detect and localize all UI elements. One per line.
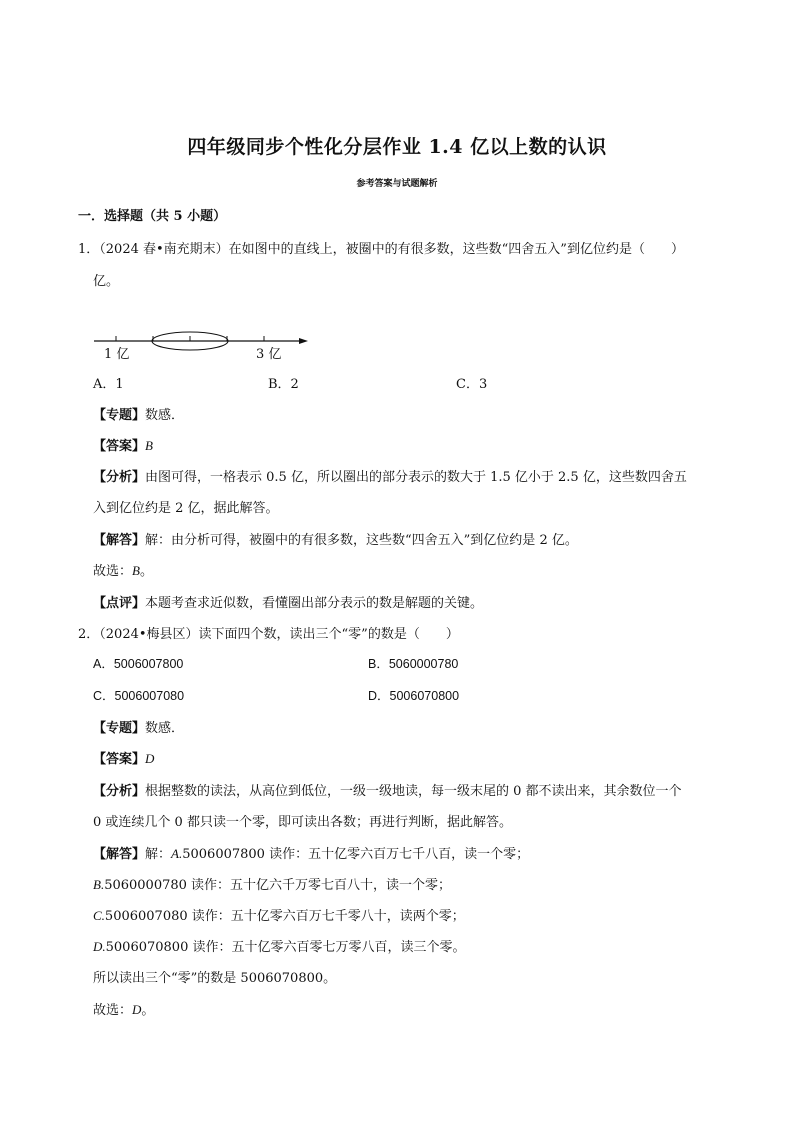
topic-tag: 【专题】 xyxy=(93,408,146,423)
page-subtitle: 参考答案与试题解析 xyxy=(356,179,438,189)
reading-text: 5060000780 读作：五十亿六千万零七百八十，读一个零； xyxy=(104,878,452,893)
comment-text: 本题考查求近似数，看懂圈出部分表示的数是解题的关键。 xyxy=(145,596,484,611)
option-a: A．5006007800 xyxy=(93,657,184,671)
solution-prefix: 解： xyxy=(145,847,172,862)
reading-letter: C. xyxy=(93,908,105,923)
option-b: B．2 xyxy=(268,377,299,392)
solution-line xyxy=(93,529,578,548)
analysis-line xyxy=(93,466,687,485)
choose-value: B xyxy=(132,563,140,578)
question-1-stem xyxy=(78,238,684,257)
topic-text: 数感． xyxy=(145,721,185,736)
question-2-stem xyxy=(78,623,459,642)
topic-line xyxy=(93,717,184,736)
page-title: 四年级同步个性化分层作业 1.4 亿以上数的认识 xyxy=(187,136,607,158)
reading-letter: A. xyxy=(171,846,183,861)
topic-text: 数感． xyxy=(145,408,185,423)
question-stem-text: （2024•梅县区）读下面四个数，读出三个“零”的数是（ ） xyxy=(99,627,459,642)
reading-text: 5006007080 读作：五十亿零六百万七千零八十，读两个零； xyxy=(104,909,465,924)
topic-tag: 【专题】 xyxy=(93,721,146,736)
analysis-line xyxy=(93,780,682,799)
reading-line-c xyxy=(93,905,465,924)
solution-tag: 【解答】 xyxy=(93,847,146,862)
choose-line xyxy=(93,999,154,1018)
reading-line-d xyxy=(93,936,465,955)
number-line-arrow xyxy=(299,338,308,344)
analysis-continued: 入到亿位约是 2 亿，据此解答。 xyxy=(93,501,279,516)
option-b: B．5060000780 xyxy=(368,657,459,671)
conclusion-line: 所以读出三个“零”的数是 5006070800。 xyxy=(93,971,337,986)
answer-line xyxy=(93,748,154,767)
reading-letter: B. xyxy=(93,877,105,892)
solution-line xyxy=(93,843,529,862)
label-3-yi: 3 亿 xyxy=(256,347,282,362)
answer-value: D xyxy=(145,751,155,766)
answer-tag: 【答案】 xyxy=(93,439,146,454)
comment-line xyxy=(93,592,483,611)
option-a: A．1 xyxy=(93,377,124,392)
analysis-tag: 【分析】 xyxy=(93,784,146,799)
reading-letter: D. xyxy=(93,939,106,954)
choose-suffix: 。 xyxy=(141,1003,155,1018)
choose-value: D xyxy=(132,1002,142,1017)
choose-suffix: 。 xyxy=(139,564,153,579)
question-stem-text: （2024 春•南充期末）在如图中的直线上，被圈中的有很多数，这些数“四舍五入”到亿位约是（ ） xyxy=(99,242,684,257)
number-line-figure xyxy=(90,322,320,362)
answer-line xyxy=(93,435,153,454)
option-c: C．5006007080 xyxy=(93,689,185,703)
analysis-tag: 【分析】 xyxy=(93,470,146,485)
option-c: C．3 xyxy=(456,377,488,392)
analysis-text: 根据整数的读法，从高位到低位，一级一级地读，每一级末尾的 0 都不读出来，其余数位一个 xyxy=(145,784,682,799)
question-1-stem-continued: 亿。 xyxy=(93,274,120,289)
reading-line-b xyxy=(93,874,451,893)
question-number: 2． xyxy=(78,627,100,642)
analysis-continued: 0 或连续几个 0 都只读一个零，即可读出各数；再进行判断，据此解答。 xyxy=(93,815,512,830)
choose-prefix: 故选： xyxy=(93,1003,133,1018)
question-number: 1． xyxy=(78,242,100,257)
label-1-yi: 1 亿 xyxy=(104,347,130,362)
comment-tag: 【点评】 xyxy=(93,596,146,611)
reading-text: 5006007800 读作：五十亿零六百万七千八百，读一个零； xyxy=(182,847,530,862)
analysis-text: 由图可得，一格表示 0.5 亿，所以圈出的部分表示的数大于 1.5 亿小于 2.5 亿，这些数四舍五 xyxy=(145,470,687,485)
answer-tag: 【答案】 xyxy=(93,752,146,767)
solution-tag: 【解答】 xyxy=(93,533,146,548)
topic-line xyxy=(93,404,184,423)
reading-text: 5006070800 读作：五十亿零六百零七万零八百，读三个零。 xyxy=(105,940,466,955)
choose-line xyxy=(93,560,153,579)
option-d: D．5006070800 xyxy=(368,689,460,703)
solution-text: 解：由分析可得，被圈中的有很多数，这些数“四舍五入”到亿位约是 2 亿。 xyxy=(145,533,578,548)
section-heading: 一．选择题（共 5 小题） xyxy=(78,209,227,224)
answer-value: B xyxy=(145,438,153,453)
choose-prefix: 故选： xyxy=(93,564,133,579)
